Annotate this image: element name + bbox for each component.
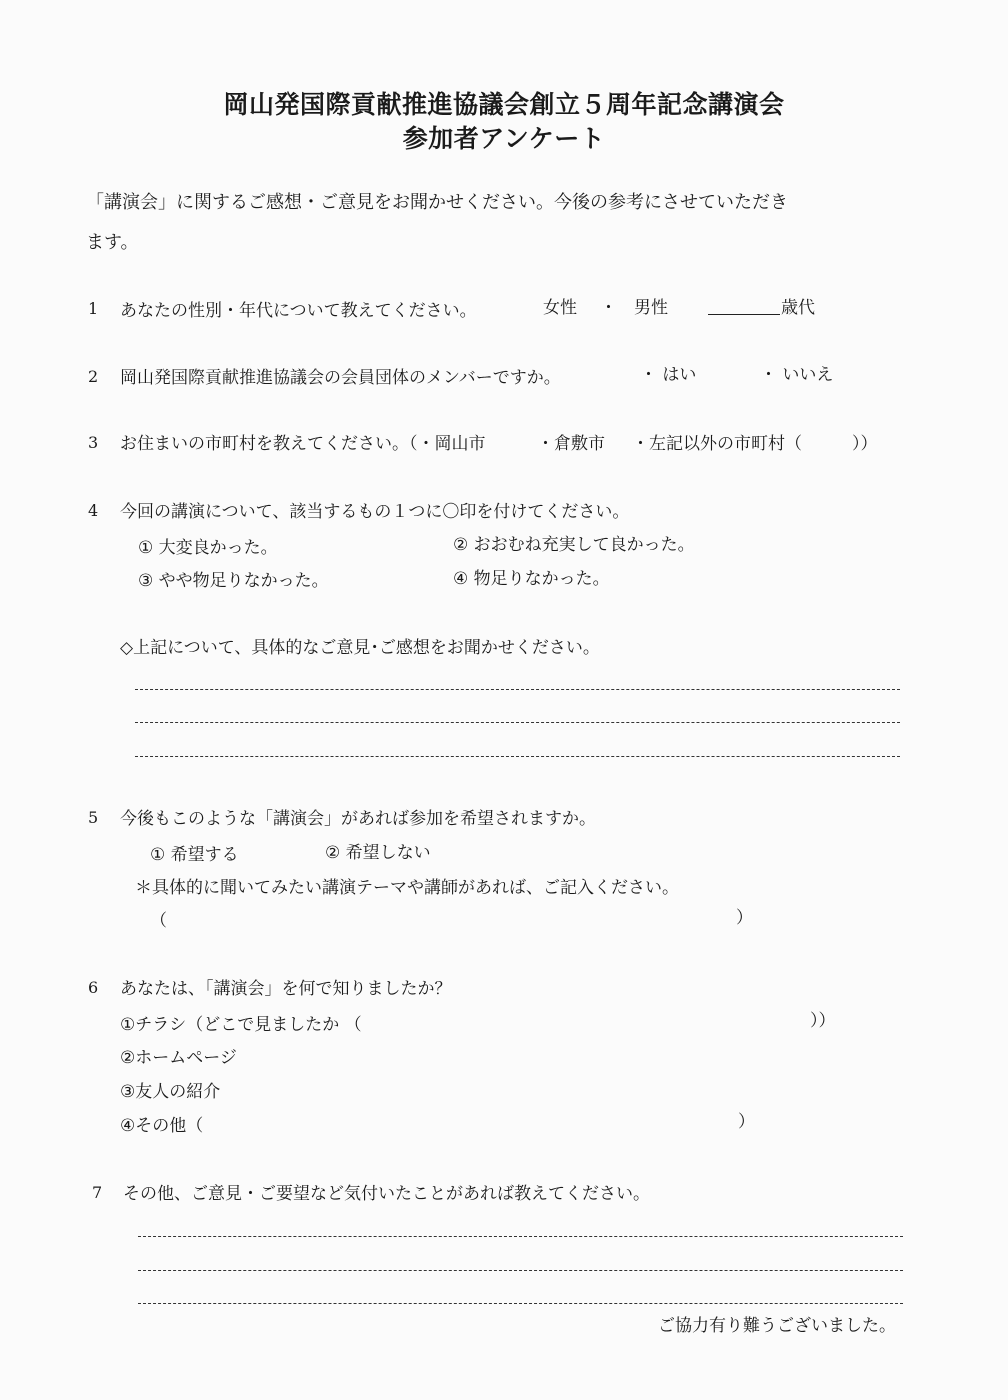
question-3-text: お住まいの市町村を教えてください。（・岡山市 xyxy=(120,434,486,454)
question-7-number: 7 xyxy=(92,1183,103,1202)
question-5-text: 今後もこのような「講演会」があれば参加を希望されますか。 xyxy=(120,809,596,829)
survey-title: 岡山発国際貢献推進協議会創立５周年記念講演会 xyxy=(223,90,785,119)
source-friend-option[interactable]: ③友人の紹介 xyxy=(120,1082,221,1102)
q7-answer-line-3[interactable] xyxy=(138,1303,903,1304)
rating-option-2[interactable]: ② おおむね充実して良かった。 xyxy=(453,535,695,555)
question-6-text: あなたは、「講演会」を何で知りましたか？ xyxy=(120,979,452,999)
member-yes-option[interactable]: ・ はい xyxy=(640,365,697,385)
attend-again-yes-option[interactable]: ① 希望する xyxy=(150,845,239,865)
attend-again-no-option[interactable]: ② 希望しない xyxy=(325,843,431,863)
source-flyer-option[interactable]: ①チラシ（どこで見ましたか （ xyxy=(120,1015,362,1035)
question-6-number: 6 xyxy=(88,978,99,997)
rating-option-4[interactable]: ④ 物足りなかった。 xyxy=(453,569,610,589)
q5-close-paren: ） xyxy=(736,908,753,928)
q4-answer-line-2[interactable] xyxy=(135,722,900,723)
question-2-text: 岡山発国際貢献推進協議会の会員団体のメンバーですか。 xyxy=(120,368,561,388)
question-4-number: 4 xyxy=(88,501,99,520)
gender-separator: ・ xyxy=(600,298,617,318)
source-other-close-paren: ） xyxy=(738,1112,755,1132)
residence-kurashiki-option[interactable]: ・倉敷市 xyxy=(537,434,605,454)
q5-open-paren: （ xyxy=(150,911,167,931)
question-4-text: 今回の講演について、該当するもの１つに〇印を付けてください。 xyxy=(120,502,630,522)
intro-text-line1: 「講演会」に関するご感想・ご意見をお聞かせください。今後の参考にさせていただき xyxy=(86,192,788,213)
q7-answer-line-1[interactable] xyxy=(138,1236,903,1237)
residence-close-paren: ）） xyxy=(852,434,878,454)
rating-option-1[interactable]: ① 大変良かった。 xyxy=(138,538,278,558)
age-suffix-label: 歳代 xyxy=(781,298,815,318)
question-1-text: あなたの性別・年代について教えてください。 xyxy=(120,301,477,321)
source-homepage-option[interactable]: ②ホームページ xyxy=(120,1048,237,1068)
residence-other-option[interactable]: ・左記以外の市町村（ xyxy=(632,434,802,454)
question-2-number: 2 xyxy=(88,367,99,386)
question-7-text: その他、ご意見・ご要望など気付いたことがあれば教えてください。 xyxy=(123,1184,650,1204)
closing-thanks: ご協力有り難うございました。 xyxy=(658,1316,896,1336)
rating-option-3[interactable]: ③ やや物足りなかった。 xyxy=(138,571,329,591)
gender-male-option[interactable]: 男性 xyxy=(634,298,668,318)
q4-answer-line-3[interactable] xyxy=(135,756,900,757)
gender-female-option[interactable]: 女性 xyxy=(543,298,577,318)
age-blank-line[interactable] xyxy=(708,314,780,315)
q5-followup-prompt: ＊具体的に聞いてみたい講演テーマや講師があれば、ご記入ください。 xyxy=(135,878,679,898)
source-flyer-close-paren: ）） xyxy=(810,1011,836,1031)
q7-answer-line-2[interactable] xyxy=(138,1270,903,1271)
question-5-number: 5 xyxy=(88,808,99,827)
question-3-number: 3 xyxy=(88,433,99,452)
source-other-option[interactable]: ④その他（ xyxy=(120,1116,204,1136)
q4-answer-line-1[interactable] xyxy=(135,689,900,690)
q4-followup-prompt: ◇上記について、具体的なご意見･ご感想をお聞かせください。 xyxy=(120,638,600,658)
intro-text-line2: ます。 xyxy=(86,232,139,253)
survey-subtitle: 参加者アンケート xyxy=(402,124,606,153)
member-no-option[interactable]: ・ いいえ xyxy=(760,365,834,385)
question-1-number: 1 xyxy=(88,299,99,318)
